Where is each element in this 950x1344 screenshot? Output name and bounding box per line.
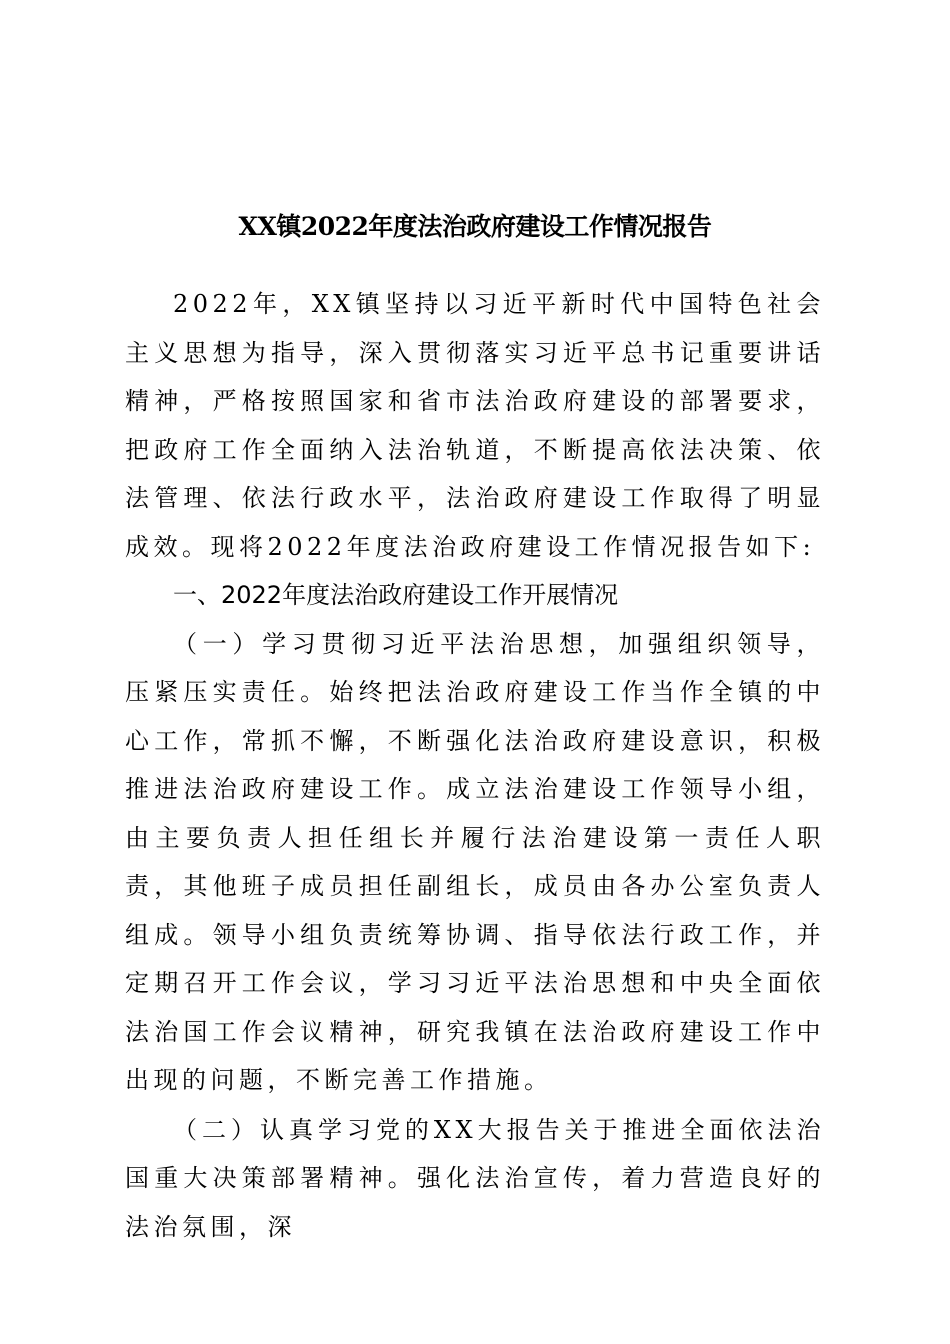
document-title: XX镇2022年度法治政府建设工作情况报告 xyxy=(238,212,712,241)
paragraph-one: （一）学习贯彻习近平法治思想，加强组织领导，压紧压实责任。始终把法治政府建设工作当作全镇的中心工作，常抓不懈，不断强化法治政府建设意识，积极推进法治政府建设工作。成立法治建设工作领导小组，由主要负责人担任组长并履行法治建设第一责任人职责，其他班子成员担任副组长，成员由各办公室负责人组成。领导小组负责统筹协调、指导依法行政工作，并定期召开工作会议，学习习近平法治思想和中央全面依法治国工作会议精神，研究我镇在法治政府建设工作中出现的问题，不断完善工作措施。 xyxy=(125,629,825,1094)
document-body xyxy=(125,280,825,1251)
paragraph-two: （二）认真学习党的XX大报告关于推进全面依法治国重大决策部署精神。强化法治宣传，着力营造良好的法治氛围，深 xyxy=(125,1115,825,1241)
intro-paragraph: 2022年，XX镇坚持以习近平新时代中国特色社会主义思想为指导，深入贯彻落实习近平总书记重要讲话精神，严格按照国家和省市法治政府建设的部署要求，把政府工作全面纳入法治轨道，不断提高依法决策、依法管理、依法行政水平，法治政府建设工作取得了明显成效。现将2022年度法治政府建设工作情况报告如下: xyxy=(125,290,825,561)
section-heading: 一、2022年度法治政府建设工作开展情况 xyxy=(173,581,619,609)
